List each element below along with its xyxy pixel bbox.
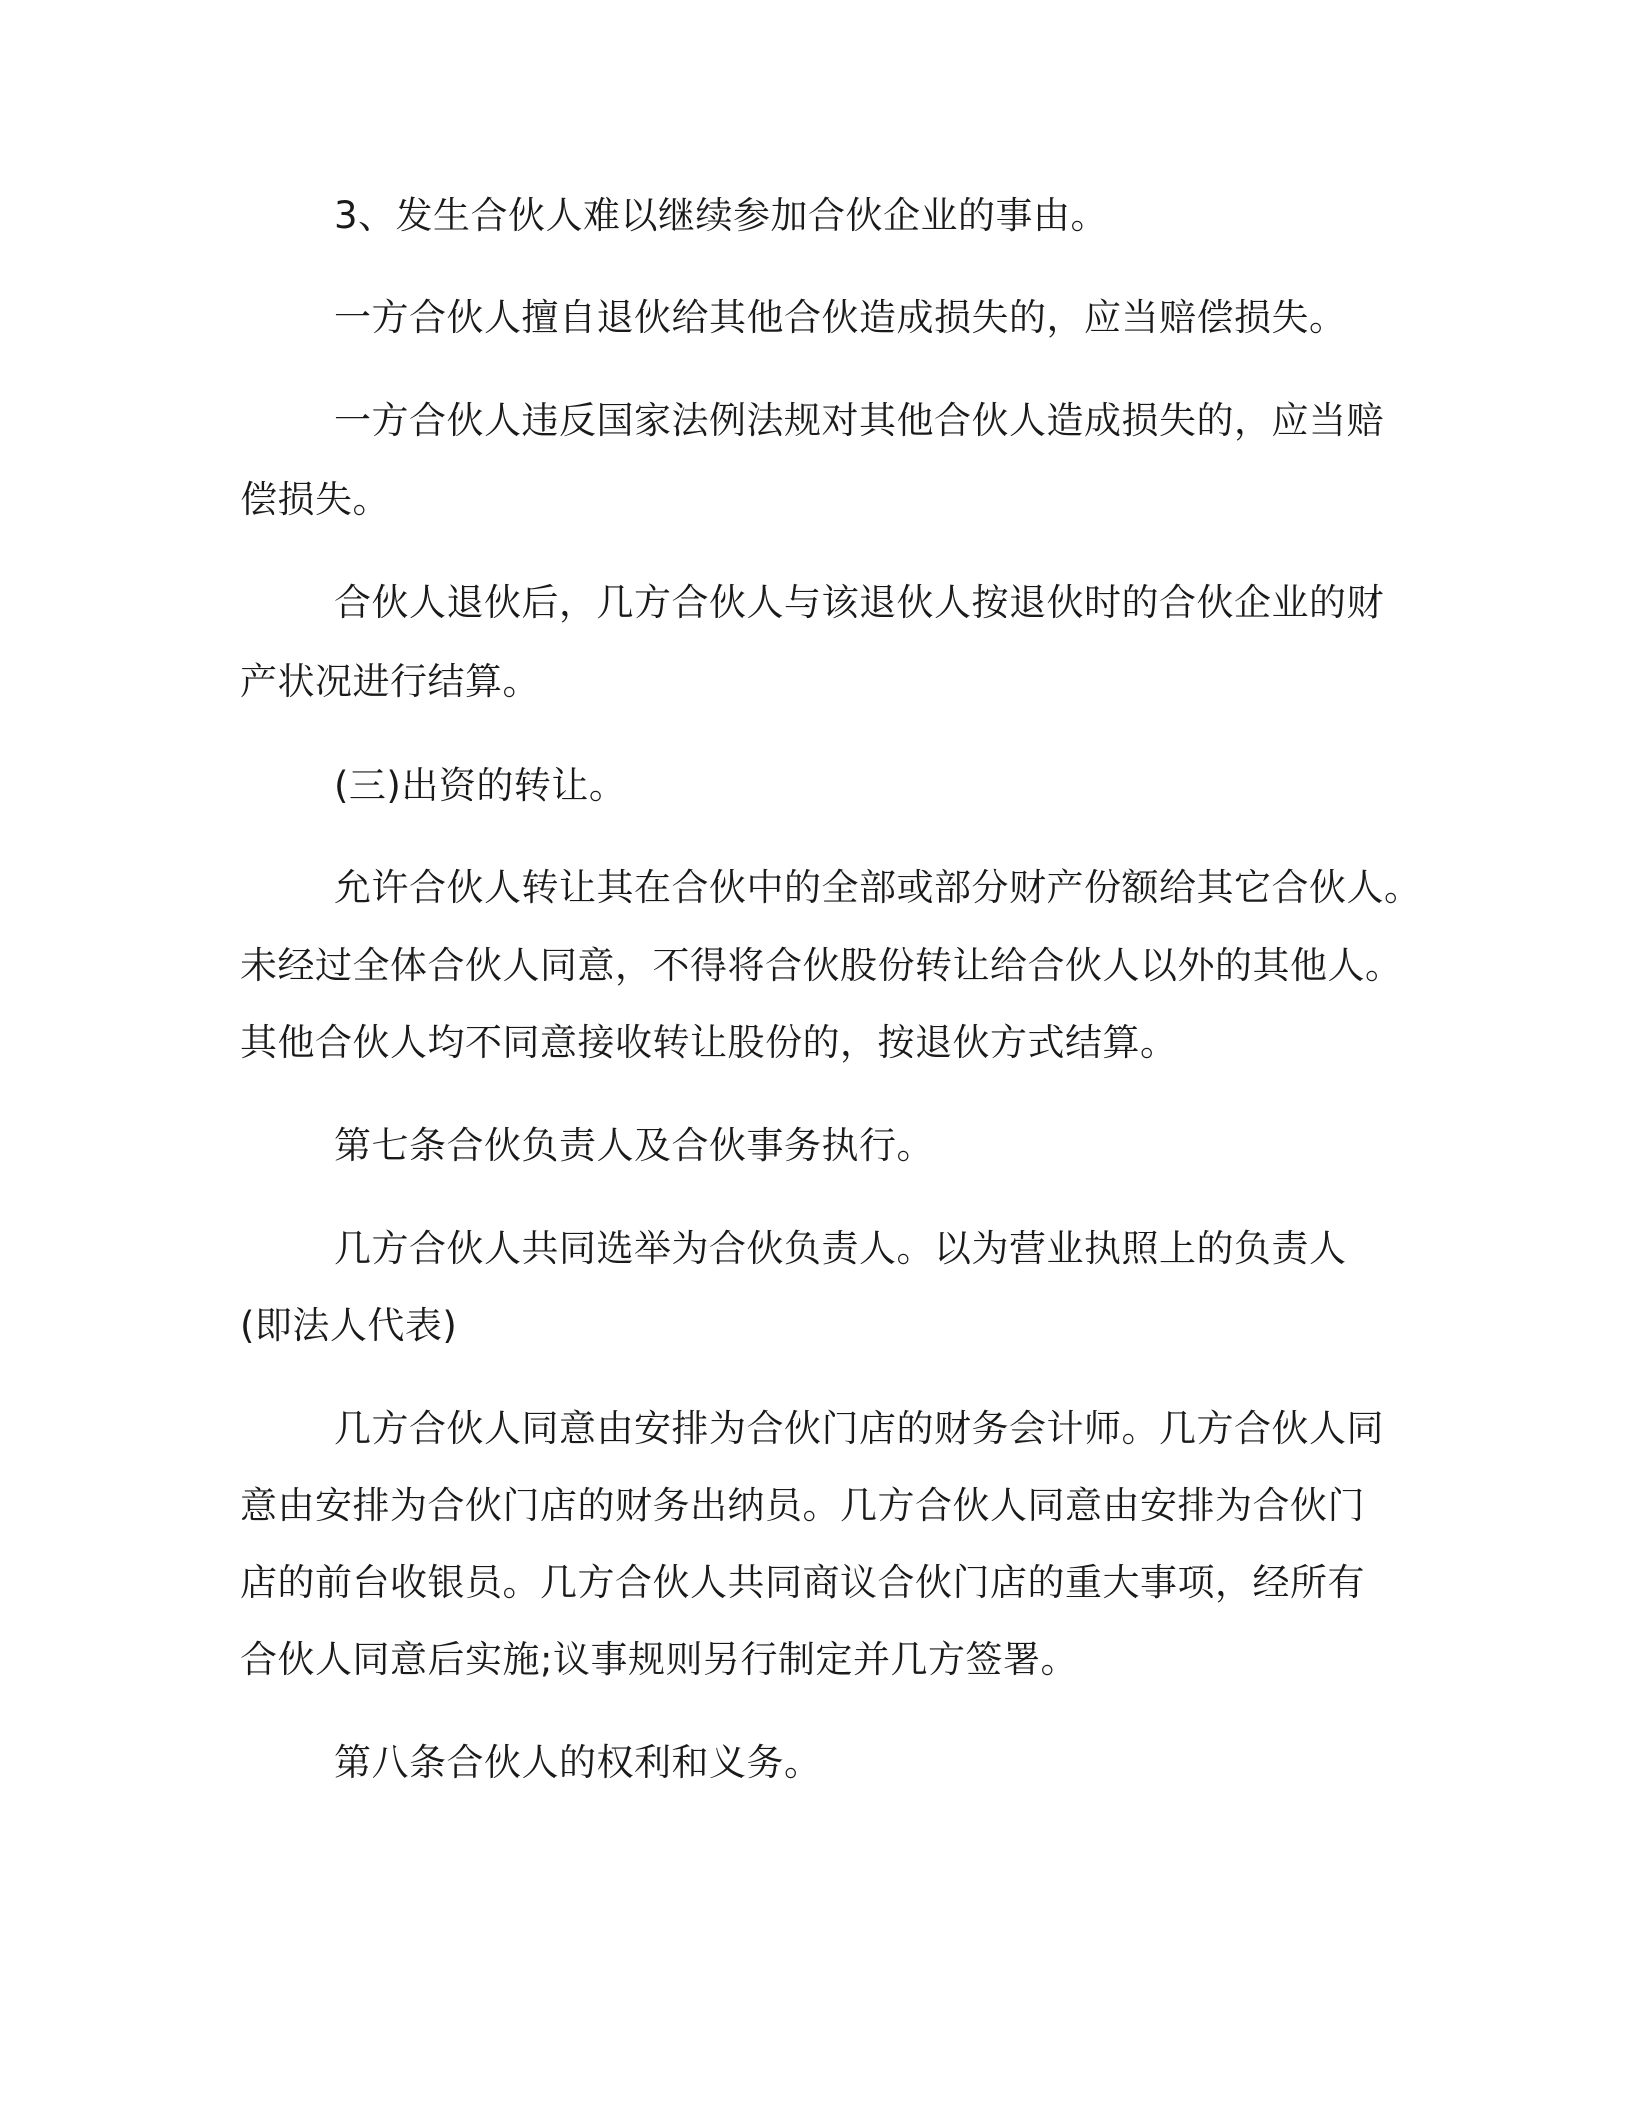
paragraph-9-line-4: 合伙人同意后实施;议事规则另行制定并几方签署。 (240, 1638, 1078, 1681)
paragraph-3-line-1: 一方合伙人违反国家法例法规对其他合伙人造成损失的，应当赔 (334, 399, 1384, 442)
paragraph-6-line-3: 其他合伙人均不同意接收转让股份的，按退伙方式结算。 (240, 1021, 1178, 1064)
paragraph-10-line-1: 第八条合伙人的权利和义务。 (334, 1741, 822, 1784)
paragraph-3-line-2: 偿损失。 (240, 478, 390, 521)
paragraph-2-line-1: 一方合伙人擅自退伙给其他合伙造成损失的，应当赔偿损失。 (334, 296, 1347, 339)
paragraph-8-line-2: (即法人代表) (240, 1304, 458, 1347)
paragraph-4-line-1: 合伙人退伙后，几方合伙人与该退伙人按退伙时的合伙企业的财 (334, 581, 1384, 624)
paragraph-4-line-2: 产状况进行结算。 (240, 660, 540, 703)
paragraph-9-line-2: 意由安排为合伙门店的财务出纳员。几方合伙人同意由安排为合伙门 (240, 1484, 1365, 1527)
paragraph-9-line-3: 店的前台收银员。几方合伙人共同商议合伙门店的重大事项，经所有 (240, 1561, 1365, 1604)
paragraph-5-line-1: (三)出资的转让。 (334, 764, 627, 807)
paragraph-8-line-1: 几方合伙人共同选举为合伙负责人。以为营业执照上的负责人 (334, 1227, 1347, 1270)
paragraph-7-line-1: 第七条合伙负责人及合伙事务执行。 (334, 1124, 934, 1167)
paragraph-6-line-2: 未经过全体合伙人同意，不得将合伙股份转让给合伙人以外的其他人。 (240, 944, 1403, 987)
paragraph-1-line-1: 3、发生合伙人难以继续参加合伙企业的事由。 (334, 194, 1109, 237)
paragraph-9-line-1: 几方合伙人同意由安排为合伙门店的财务会计师。几方合伙人同 (334, 1407, 1384, 1450)
paragraph-6-line-1: 允许合伙人转让其在合伙中的全部或部分财产份额给其它合伙人。 (334, 866, 1422, 909)
